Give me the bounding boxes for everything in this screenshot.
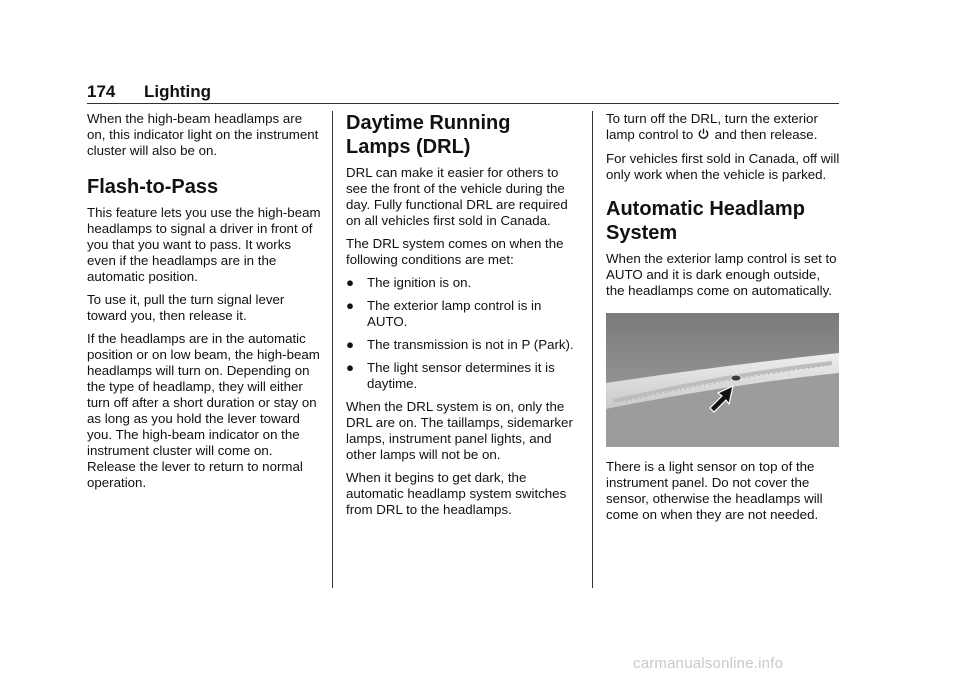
section-title: Lighting xyxy=(144,82,212,101)
flash-paragraph-2: To use it, pull the turn signal lever toward you, then release it. xyxy=(87,292,285,323)
drl-off-paragraph: To turn off the DRL, turn the exterior lamp control to and then release. xyxy=(606,111,818,142)
bullet-icon: ● xyxy=(346,275,355,290)
list-item: ● The light sensor determines it is daytime. xyxy=(346,360,555,391)
intro-paragraph: When the high-beam headlamps are on, this indicator light on the instrument cluster will also be on. xyxy=(87,111,319,158)
column-divider-2 xyxy=(592,111,593,588)
column-3 xyxy=(606,111,840,530)
column-2 xyxy=(346,111,581,525)
drl-paragraph-4: When it begins to get dark, the automatic headlamp system switches from DRL to the headlamps. xyxy=(346,470,567,517)
flash-to-pass-heading: Flash-to-Pass xyxy=(87,176,219,198)
page-number: 174 xyxy=(87,82,116,101)
drl-paragraph-3: When the DRL system is on, only the DRL are on. The taillamps, sidemarker lamps, instrument panel lights, and other lamps will not be on. xyxy=(346,399,573,462)
column-1 xyxy=(87,111,322,498)
drl-conditions-list xyxy=(346,275,581,392)
watermark: carmanualsonline.info xyxy=(633,655,784,672)
list-item: ● The exterior lamp control is in AUTO. xyxy=(346,298,542,329)
drl-paragraph-2: The DRL system comes on when the following conditions are met: xyxy=(346,236,564,267)
drl-paragraph-1: DRL can make it easier for others to see the front of the vehicle during the day. Fully functional DRL are required on all vehicles first sold in Canada. xyxy=(346,165,568,228)
automatic-headlamp-heading: Automatic Headlamp System xyxy=(606,198,805,244)
bullet-icon: ● xyxy=(346,298,355,313)
flash-paragraph-3: If the headlamps are in the automatic position or on low beam, the high-beam headlamps will turn on. Depending on the type of headlamp, they will either turn off after a short duration or stay on as long as you hold the lever toward you. The high-beam indicator on the instrument cluster will come on. Release the lever to return to normal operation. xyxy=(87,331,320,490)
list-item: ● The transmission is not in P (Park). xyxy=(346,337,574,352)
sensor-paragraph: There is a light sensor on top of the instrument panel. Do not cover the sensor, otherwise the headlamps will come on when they are not needed. xyxy=(606,459,823,522)
drl-canada-paragraph: For vehicles first sold in Canada, off will only work when the vehicle is parked. xyxy=(606,151,840,182)
page-header xyxy=(87,82,839,104)
flash-paragraph-1: This feature lets you use the high-beam headlamps to signal a driver in front of you that you want to pass. It works even if the headlamps are in the automatic position. xyxy=(87,205,321,284)
light-sensor-illustration xyxy=(606,313,839,447)
column-divider-1 xyxy=(332,111,333,588)
power-off-icon xyxy=(698,128,709,144)
header-divider xyxy=(87,103,839,104)
auto-paragraph: When the exterior lamp control is set to AUTO and it is dark enough outside, the headlamps come on automatically. xyxy=(606,251,837,298)
bullet-icon: ● xyxy=(346,337,355,352)
bullet-icon: ● xyxy=(346,360,355,375)
drl-heading: Daytime Running Lamps (DRL) xyxy=(346,112,511,158)
list-item: ● The ignition is on. xyxy=(346,275,472,290)
